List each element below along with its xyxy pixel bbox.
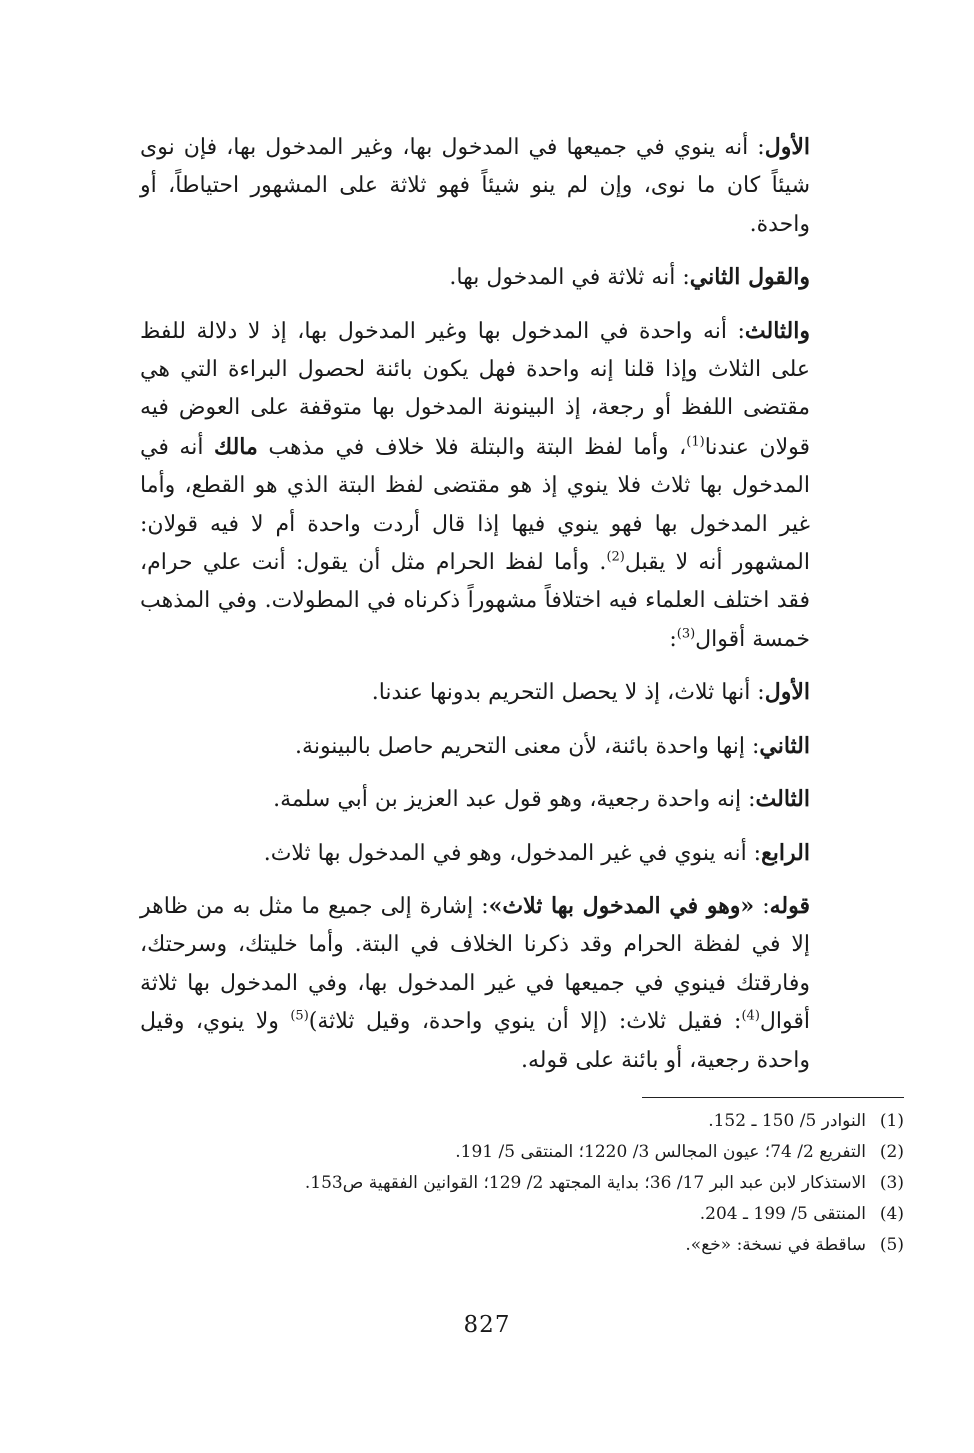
label: قوله	[769, 892, 810, 919]
footnote-text: المنتقى 5/ 199 ـ 204.	[699, 1204, 866, 1224]
footnote-item	[140, 1137, 904, 1168]
footnote-number: (5)	[879, 1235, 904, 1255]
paragraph-third-opinion: والثالث: أنه واحدة في المدخول بها وغير المدخول بها، إذ لا دلالة للفظ على الثلاث وإذا قلنا إنه واحدة فهل يكون بائنة لحصول البراءة التي هي مقتضى اللفظ أو رجعة، إذ البينونة المدخول بها متوقفة على العوض فيه قولان عندنا$^{(1)}$، وأما لفظ البتة والبتلة فلا خلاف في مذهب مالك أنه في المدخول بها ثلاث فلا ينوي إذ هو مقتضى لفظ البتة الذي هو القطع، وأما غير المدخول بها فهو ينوي فيها إذا قال أردت واحدة أم لا فيه قولان: المشهور أنه لا يقبل$^{(2)}$. وأما لفظ الحرام مثل أن يقول: أنت علي حرام، فقد اختلف العلماء فيه اختلافاً مشهوراً ذكرناه في المطولات. وفي المذهب خمسة أقوال$^{(3)}$:	[140, 317, 811, 652]
page-number: 827	[463, 1312, 511, 1338]
quoted-text: «وهو في المدخول بها ثلاث»	[488, 892, 755, 919]
footnote-ref[interactable]: (5)	[290, 1008, 309, 1024]
paragraph-list-third: الثالث: إنه واحدة رجعية، وهو قول عبد العزيز بن أبي سلمة.	[273, 786, 810, 813]
footnotes	[140, 1106, 904, 1261]
footnote-text: ساقطة في نسخة: «خع».	[685, 1235, 866, 1255]
footnote-text: التفريع 2/ 74؛ عيون المجالس 3/ 1220؛ المنتقى 5/ 191.	[455, 1142, 866, 1162]
footnote-text: النوادر 5/ 150 ـ 152.	[708, 1111, 866, 1131]
footnote-divider	[642, 1097, 904, 1098]
footnote-text: الاستذكار لابن عبد البر 17/ 36؛ بداية المجتهد 2/ 129؛ القوانين الفقهية ص153.	[304, 1173, 866, 1193]
label: والقول الثاني	[689, 264, 810, 291]
footnote-ref[interactable]: (4)	[741, 1008, 760, 1024]
footnote-ref[interactable]: (1)	[686, 434, 705, 450]
footnote-item	[140, 1106, 904, 1137]
footnote-number: (2)	[879, 1142, 904, 1162]
footnote-number: (1)	[879, 1111, 904, 1131]
paragraph-commentary: قوله: «وهو في المدخول بها ثلاث»: إشارة إلى جميع ما مثل به من ظاهر إلا في لفظة الحرام وقد ذكرنا الخلاف في البتة. وأما خليتك، وسرحتك، وفارقتك فينوي في جميعها في غير المدخول بها، وفي المدخول بها ثلاثة أقوال$^{(4)}$: فقيل ثلاث: (إلا أن ينوي واحدة، وقيل ثلاثة)$^{(5)}$ ولا ينوي، وقيل واحدة رجعية، أو بائنة على قوله.	[140, 892, 810, 1073]
label: والثالث	[744, 317, 810, 344]
footnote-ref[interactable]: (3)	[676, 626, 696, 642]
name-malik: مالك	[214, 433, 258, 460]
footnote-number: (4)	[879, 1204, 904, 1224]
footnote-item	[140, 1168, 904, 1199]
paragraph-second-opinion: والقول الثاني: أنه ثلاثة في المدخول بها.	[449, 264, 810, 291]
footnote-item	[140, 1230, 904, 1261]
label: الأول	[764, 679, 810, 706]
footnote-ref[interactable]: (2)	[606, 549, 625, 565]
paragraph-first-opinion: الأول: أنه ينوي في جميعها في المدخول بها، وغير المدخول بها، فإن نوى شيئاً كان ما نوى، وإن لم ينو شيئاً فهو ثلاثة على المشهور احتياطاً، أو واحدة.	[140, 134, 810, 237]
paragraph-list-first: الأول: أنها ثلاث، إذ لا يحصل التحريم بدونها عندنا.	[371, 679, 810, 706]
footnote-item	[140, 1199, 904, 1230]
label: الثاني	[759, 732, 810, 759]
paragraph-list-second: الثاني: إنها واحدة بائنة، لأن معنى التحريم حاصل بالبينونة.	[295, 732, 810, 759]
label: الأول	[764, 134, 810, 160]
label: الثالث	[755, 786, 810, 813]
main-text	[140, 128, 840, 1080]
label: الرابع	[761, 839, 810, 866]
footnote-number: (3)	[879, 1173, 904, 1193]
paragraph-list-fourth: الرابع: أنه ينوي في غير المدخول، وهو في المدخول بها ثلاث.	[263, 839, 810, 866]
